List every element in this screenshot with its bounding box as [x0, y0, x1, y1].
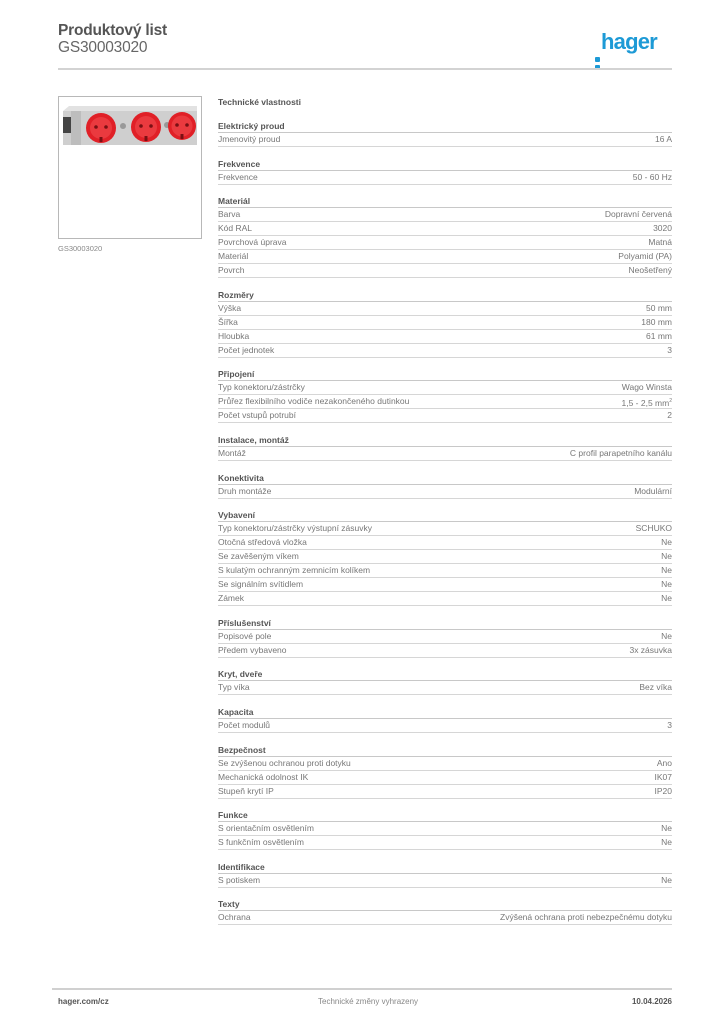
- spec-row: [218, 222, 672, 236]
- technical-specs: [218, 95, 672, 935]
- spec-row: [218, 344, 672, 358]
- spec-label: Ochrana: [218, 912, 251, 923]
- spec-value: Ne: [661, 537, 672, 548]
- spec-value: Ne: [661, 837, 672, 848]
- spec-value-cell: [667, 344, 672, 357]
- spec-value-superscript: 2: [669, 398, 672, 405]
- spec-label: Se zvýšenou ochranou proti dotyku: [218, 757, 351, 768]
- spec-label: Typ konektoru/zástrčky: [218, 382, 305, 393]
- section-title: Frekvence: [218, 157, 672, 171]
- spec-label: Materiál: [218, 251, 249, 262]
- spec-value: Ne: [661, 579, 672, 590]
- spec-value: Neošetřený: [628, 265, 672, 276]
- image-caption: GS30003020: [58, 244, 103, 253]
- spec-value: Dopravní červená: [604, 209, 672, 220]
- spec-value-cell: [629, 644, 672, 657]
- spec-value: Polyamid (PA): [618, 251, 672, 262]
- footer-website-link[interactable]: hager.com/cz: [58, 997, 109, 1006]
- spec-label: Hloubka: [218, 330, 250, 341]
- spec-row: [218, 644, 672, 658]
- spec-label: S potiskem: [218, 874, 261, 885]
- spec-label: Jmenovitý proud: [218, 134, 281, 144]
- spec-label: Popisové pole: [218, 630, 272, 641]
- spec-value-cell: [648, 236, 672, 249]
- spec-row: [218, 564, 672, 578]
- spec-row: [218, 316, 672, 330]
- section-title: Instalace, montáž: [218, 433, 672, 447]
- page-title: Produktový list: [58, 22, 167, 39]
- spec-value-cell: [605, 208, 672, 221]
- spec-value-cell: [661, 564, 672, 577]
- product-image: [58, 96, 202, 239]
- spec-label: Mechanická odolnost IK: [218, 771, 309, 782]
- section-title: Materiál: [218, 194, 672, 208]
- spec-value-cell: [633, 171, 672, 184]
- spec-row: [218, 719, 672, 733]
- spec-row: [218, 208, 672, 222]
- section-title: Kapacita: [218, 705, 672, 719]
- spec-label: Frekvence: [218, 171, 258, 182]
- spec-row: [218, 822, 672, 836]
- spec-value-cell: [639, 681, 672, 694]
- spec-label: Montáž: [218, 447, 246, 458]
- spec-section: [218, 667, 672, 695]
- spec-label: Předem vybaveno: [218, 644, 287, 655]
- spec-value-cell: [646, 330, 672, 343]
- spec-value: 3020: [653, 223, 672, 234]
- spec-row: [218, 550, 672, 564]
- section-title: Funkce: [218, 808, 672, 822]
- spec-row: [218, 330, 672, 344]
- spec-value-cell: [661, 578, 672, 591]
- spec-value: Ano: [656, 757, 672, 768]
- spec-section: [218, 705, 672, 733]
- section-title: Vybavení: [218, 508, 672, 522]
- spec-value-cell: [618, 250, 672, 263]
- spec-value: 180 mm: [641, 316, 672, 327]
- spec-label: Otočná středová vložka: [218, 537, 307, 548]
- spec-value: Ne: [661, 593, 672, 604]
- spec-section: [218, 897, 672, 925]
- spec-value: Ne: [661, 630, 672, 641]
- spec-value-cell: [655, 133, 672, 146]
- spec-row: [218, 630, 672, 644]
- spec-label: Šířka: [218, 316, 238, 327]
- footer-notice: Technické změny vyhrazeny: [318, 997, 419, 1006]
- spec-label: Typ víka: [218, 682, 250, 693]
- spec-row: [218, 771, 672, 785]
- spec-label: Druh montáže: [218, 485, 272, 496]
- hager-logo: [595, 29, 657, 55]
- spec-row: [218, 836, 672, 850]
- spec-row: [218, 681, 672, 695]
- spec-value-cell: [653, 222, 672, 235]
- spec-row: [218, 536, 672, 550]
- spec-row: [218, 757, 672, 771]
- spec-value-cell: [661, 592, 672, 605]
- spec-label: Počet jednotek: [218, 344, 275, 355]
- spec-value: IK07: [654, 771, 672, 782]
- spec-value: IP20: [654, 785, 672, 796]
- section-title: Příslušenství: [218, 616, 672, 630]
- spec-value-cell: [661, 550, 672, 563]
- section-title: Kryt, dveře: [218, 667, 672, 681]
- spec-value: Modulární: [634, 485, 672, 496]
- spec-value-cell: [634, 485, 672, 498]
- spec-section: [218, 433, 672, 461]
- spec-section: [218, 119, 672, 147]
- spec-row: [218, 236, 672, 250]
- spec-value-cell: [667, 409, 672, 422]
- spec-value: Ne: [661, 874, 672, 885]
- spec-value-cell: [661, 836, 672, 849]
- spec-section: [218, 471, 672, 499]
- spec-row: [218, 133, 672, 147]
- spec-label: Kód RAL: [218, 223, 253, 234]
- spec-label: Povrch: [218, 265, 245, 276]
- spec-value: Matná: [648, 237, 672, 248]
- spec-value: 61 mm: [646, 330, 672, 341]
- spec-value: C profil parapetního kanálu: [569, 447, 672, 458]
- spec-label: Barva: [218, 209, 241, 220]
- section-title: Rozměry: [218, 288, 672, 302]
- spec-value-cell: [500, 911, 672, 924]
- spec-value: Bez víka: [639, 682, 672, 693]
- spec-value: 3: [667, 344, 672, 355]
- spec-row: [218, 874, 672, 888]
- spec-value: 3: [667, 719, 672, 730]
- section-title: Připojení: [218, 367, 672, 381]
- footer-divider: [52, 988, 672, 990]
- spec-label: Typ konektoru/zástrčky výstupní zásuvky: [218, 523, 373, 534]
- spec-label: Se signálním svítidlem: [218, 579, 304, 590]
- spec-value-cell: [655, 785, 673, 798]
- spec-row: [218, 522, 672, 536]
- spec-label: S funkčním osvětlením: [218, 837, 304, 848]
- spec-value: Wago Winsta: [621, 382, 672, 393]
- section-title: Elektrický proud: [218, 119, 672, 133]
- spec-row: [218, 592, 672, 606]
- specs-title: Technické vlastnosti: [218, 97, 301, 107]
- spec-row: [218, 171, 672, 185]
- spec-section: [218, 508, 672, 606]
- spec-sections: [218, 119, 672, 925]
- spec-value: Ne: [661, 823, 672, 834]
- spec-value: Ne: [661, 551, 672, 562]
- spec-row: [218, 485, 672, 499]
- spec-label: Se zavěšeným víkem: [218, 551, 299, 562]
- spec-section: [218, 367, 672, 423]
- spec-value-cell: [667, 719, 672, 732]
- spec-value: 1,5 - 2,5 mm: [621, 398, 670, 409]
- footer-date: 10.04.2026: [631, 997, 672, 1006]
- spec-label: Průřez flexibilního vodiče nezakončeného dutinkou: [218, 396, 410, 407]
- spec-row: [218, 447, 672, 461]
- spec-section: [218, 860, 672, 888]
- spec-label: Zámek: [218, 593, 244, 604]
- header-divider: [58, 68, 672, 70]
- spec-value-cell: [661, 822, 672, 835]
- spec-row: [218, 302, 672, 316]
- section-title: Identifikace: [218, 860, 672, 874]
- spec-value: Zvýšená ochrana proti nebezpečnému dotyku: [500, 912, 672, 923]
- spec-value-cell: [646, 302, 672, 315]
- spec-label: Povrchová úprava: [218, 237, 287, 248]
- product-code: GS30003020: [58, 39, 148, 56]
- logo-text: hager: [601, 29, 657, 54]
- spec-section: [218, 194, 672, 278]
- spec-row: [218, 409, 672, 423]
- spec-value: SCHUKO: [635, 523, 672, 534]
- spec-row: [218, 785, 672, 799]
- spec-label: S orientačním osvětlením: [218, 823, 314, 834]
- spec-value: 2: [667, 410, 672, 421]
- spec-section: [218, 288, 672, 358]
- socket-module-icon: [63, 105, 197, 149]
- spec-value: 50 - 60 Hz: [632, 171, 672, 182]
- spec-value-cell: [622, 395, 673, 408]
- spec-value-cell: [657, 757, 672, 770]
- spec-section: [218, 808, 672, 850]
- spec-value: 50 mm: [646, 302, 672, 313]
- spec-value-cell: [661, 630, 672, 643]
- spec-row: [218, 381, 672, 395]
- spec-value-cell: [570, 447, 672, 460]
- spec-row: [218, 911, 672, 925]
- spec-label: Počet vstupů potrubí: [218, 410, 296, 421]
- spec-label: Počet modulů: [218, 719, 270, 730]
- spec-row: [218, 250, 672, 264]
- section-title: Konektivita: [218, 471, 672, 485]
- spec-section: [218, 616, 672, 658]
- spec-value: 3x zásuvka: [629, 644, 672, 655]
- spec-row: [218, 264, 672, 278]
- spec-section: [218, 157, 672, 185]
- spec-value: Ne: [661, 565, 672, 576]
- section-title: Texty: [218, 897, 672, 911]
- spec-row: [218, 578, 672, 592]
- section-title: Bezpečnost: [218, 743, 672, 757]
- spec-value-cell: [661, 536, 672, 549]
- spec-value-cell: [661, 874, 672, 887]
- spec-label: Výška: [218, 302, 242, 313]
- spec-value-cell: [629, 264, 672, 277]
- spec-row: [218, 395, 672, 409]
- spec-value-cell: [636, 522, 672, 535]
- spec-value: 16 A: [654, 134, 672, 144]
- spec-section: [218, 743, 672, 799]
- spec-label: S kulatým ochranným zemnicím kolíkem: [218, 565, 371, 576]
- spec-value-cell: [655, 771, 673, 784]
- spec-value-cell: [622, 381, 672, 394]
- spec-value-cell: [641, 316, 672, 329]
- spec-label: Stupeň krytí IP: [218, 785, 274, 796]
